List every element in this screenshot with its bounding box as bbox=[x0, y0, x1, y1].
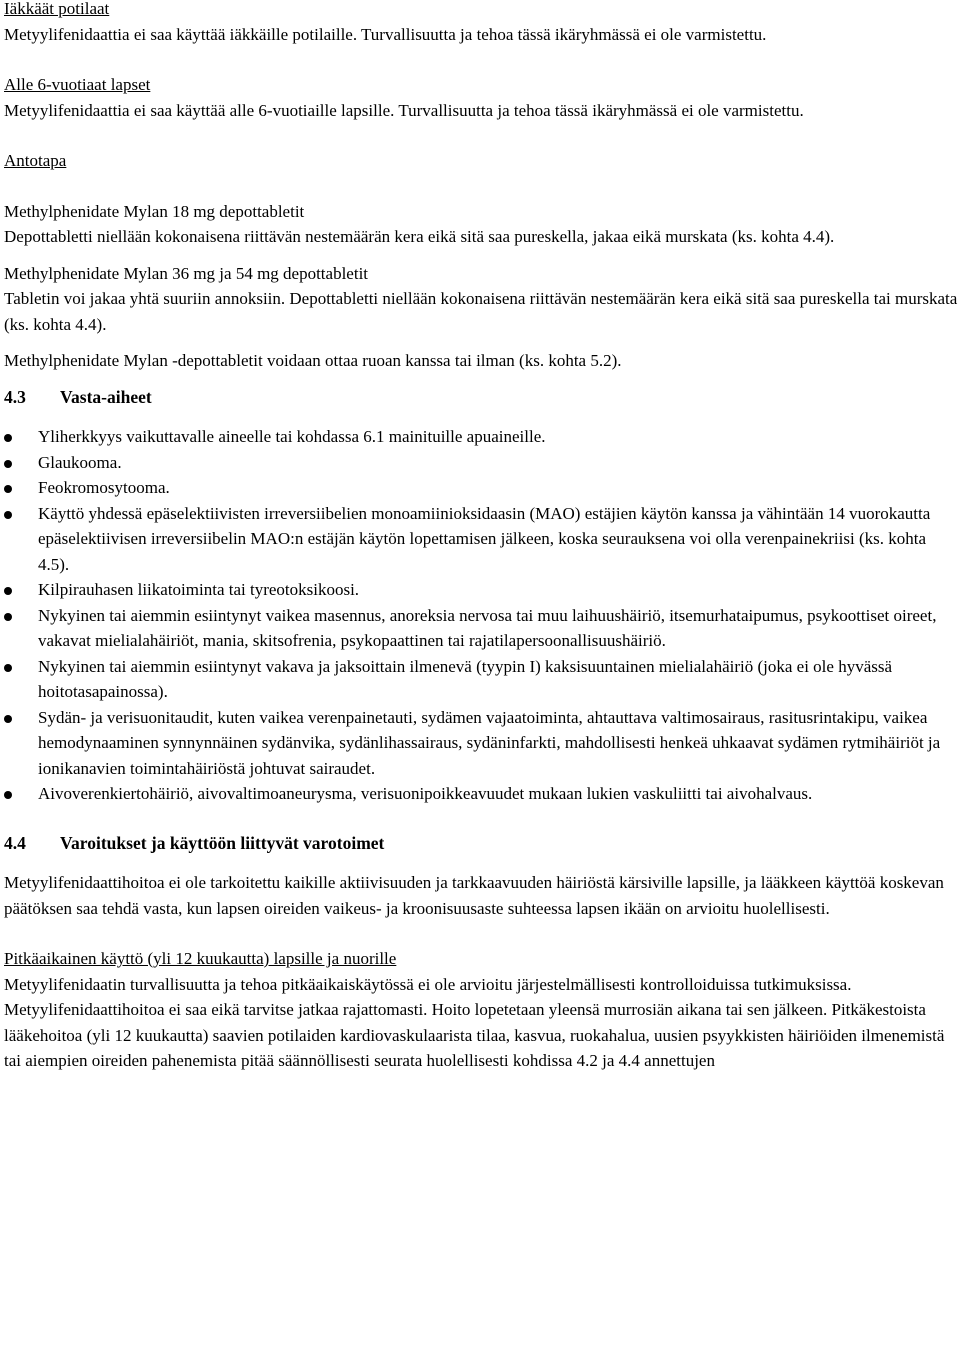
under6-text: Metyylifenidaattia ei saa käyttää alle 6-vuotiaille lapsille. Turvallisuutta ja tehoa tässä ikäryhmässä ei ole varmistettu. bbox=[4, 100, 804, 120]
section-administration bbox=[4, 148, 958, 174]
list-item-text: Kilpirauhasen liikatoiminta tai tyreotoksikoosi. bbox=[38, 580, 360, 599]
administration-36-54mg bbox=[4, 261, 958, 338]
list-item bbox=[4, 424, 958, 450]
elderly-heading: Iäkkäät potilaat bbox=[4, 0, 110, 18]
warnings-intro bbox=[4, 870, 958, 921]
bullet-icon bbox=[4, 460, 12, 468]
list-item bbox=[4, 705, 958, 782]
administration-heading: Antotapa bbox=[4, 151, 67, 170]
list-item bbox=[4, 781, 958, 807]
bullet-icon bbox=[4, 511, 12, 519]
administration-18mg-text: Depottabletti niellään kokonaisena riittävän nestemäärän kera eikä sitä saa pureskella, jakaa eikä murskata (ks. kohta 4.4). bbox=[4, 227, 835, 246]
list-item bbox=[4, 577, 958, 603]
section-longterm-use bbox=[4, 946, 958, 1074]
bullet-icon bbox=[4, 434, 12, 442]
list-item-text: Sydän- ja verisuonitaudit, kuten vaikea verenpainetauti, sydämen vajaatoiminta, ahtauttava valtimosairaus, rasitusrintakipu, vaikea hemodynaaminen synnynnäinen sydänvika, sydänlihassairaus, sydäninfarkti, mahdollisesti henkeä uhkaavat sydämen rytmihäiriöt ja ionikanavien toimintahäiriöstä johtuvat sairaudet. bbox=[38, 707, 941, 778]
warnings-heading bbox=[4, 831, 958, 857]
longterm-text: Metyylifenidaatin turvallisuutta ja tehoa pitkäaikaiskäytössä ei ole arvioitu järjestelmällisesti kontrolloiduissa tutkimuksissa. Metyylifenidaattihoitoa ei saa eikä tarvitse jatkaa rajattomasti. Hoito lopetetaan yleensä murrosiän aikana tai sen jälkeen. Pitkäkestoista lääkehoitoa (yli 12 kuukautta) saavien potilaiden kardiovaskulaarista tilaa, kasvua, ruokahalua, uusien psyykkisten häiriöiden ilmenemistä tai aiempien oireiden pahenemista pitää säännöllisesti seurata huolellisesti kohdissa 4.2 ja 4.4 annettujen bbox=[4, 974, 945, 1070]
bullet-icon bbox=[4, 791, 12, 799]
administration-36-54mg-text: Tabletin voi jakaa yhtä suuriin annoksiin. Depottabletti niellään kokonaisena riittävän nestemäärän kera eikä sitä saa pureskella tai murskata (ks. kohta 4.4). bbox=[4, 289, 958, 334]
warnings-number: 4.4 bbox=[4, 832, 26, 853]
list-item-text: Käyttö yhdessä epäselektiivisten irreversiibelien monoamiinioksidaasin (MAO) estäjien käytön kanssa ja vähintään 14 vuorokautta epäselektiivisen irreversiibelin MAO:n estäjän käytön lopettamisen jälkeen, koska seurauksena voi olla verenpainekriisi (ks. kohta 4.5). bbox=[38, 503, 931, 574]
bullet-icon bbox=[4, 613, 12, 621]
list-item-text: Nykyinen tai aiemmin esiintynyt vaikea masennus, anoreksia nervosa tai muu laihuushäiriö, itsemurhataipumus, psykoottiset oireet, vakavat mielialahäiriöt, mania, skitsofrenia, psykopaattinen tai rajatilapersoonallisuushäiriö. bbox=[38, 605, 937, 650]
contraindications-number: 4.3 bbox=[4, 386, 26, 407]
bullet-icon bbox=[4, 587, 12, 595]
warnings-intro-text: Metyylifenidaattihoitoa ei ole tarkoitettu kaikille aktiivisuuden ja tarkkaavuuden häiriöstä kärsiville lapsille, ja lääkkeen käyttöä koskevan päätöksen saa tehdä vasta, kun lapsen oireiden vaikeus- ja kroonisuusaste suhteessa lapsen ikään on arvioitu huolellisesti. bbox=[4, 873, 944, 918]
list-item bbox=[4, 654, 958, 705]
administration-36-54mg-title: Methylphenidate Mylan 36 mg ja 54 mg depottabletit bbox=[4, 263, 369, 283]
list-item bbox=[4, 450, 958, 476]
list-item-text: Yliherkkyys vaikuttavalle aineelle tai kohdassa 6.1 mainituille apuaineille. bbox=[38, 427, 546, 446]
list-item-text: Nykyinen tai aiemmin esiintynyt vakava ja jaksoittain ilmenevä (tyypin I) kaksisuuntainen mielialahäiriö (joka ei ole hyvässä hoitotasapainossa). bbox=[38, 656, 893, 701]
administration-food bbox=[4, 348, 958, 374]
contraindications-heading bbox=[4, 385, 958, 411]
list-item-text: Aivoverenkiertohäiriö, aivovaltimoaneurysma, verisuonipoikkeavuudet mukaan lukien vaskuliitti tai aivohalvaus. bbox=[38, 784, 813, 803]
list-item bbox=[4, 475, 958, 501]
list-item bbox=[4, 501, 958, 578]
elderly-text: Metyylifenidaattia ei saa käyttää iäkkäille potilaille. Turvallisuutta ja tehoa tässä ikäryhmässä ei ole varmistettu. bbox=[4, 24, 767, 44]
section-elderly bbox=[4, 0, 958, 47]
longterm-heading: Pitkäaikainen käyttö (yli 12 kuukautta) lapsille ja nuorille bbox=[4, 949, 397, 968]
administration-food-text: Methylphenidate Mylan -depottabletit voidaan ottaa ruoan kanssa tai ilman (ks. kohta 5.2). bbox=[4, 351, 622, 370]
contraindications-list bbox=[4, 424, 958, 807]
contraindications-title: Vasta-aiheet bbox=[60, 386, 152, 407]
bullet-icon bbox=[4, 664, 12, 672]
list-item bbox=[4, 603, 958, 654]
administration-18mg-title: Methylphenidate Mylan 18 mg depottabletit bbox=[4, 201, 305, 221]
section-under6 bbox=[4, 72, 958, 123]
list-item-text: Glaukooma. bbox=[38, 452, 122, 472]
administration-18mg bbox=[4, 199, 958, 250]
list-item-text: Feokromosytooma. bbox=[38, 478, 170, 497]
document-page bbox=[4, 0, 958, 1074]
under6-heading: Alle 6-vuotiaat lapset bbox=[4, 75, 151, 94]
warnings-title: Varoitukset ja käyttöön liittyvät varotoimet bbox=[60, 832, 385, 853]
bullet-icon bbox=[4, 485, 12, 493]
bullet-icon bbox=[4, 715, 12, 723]
